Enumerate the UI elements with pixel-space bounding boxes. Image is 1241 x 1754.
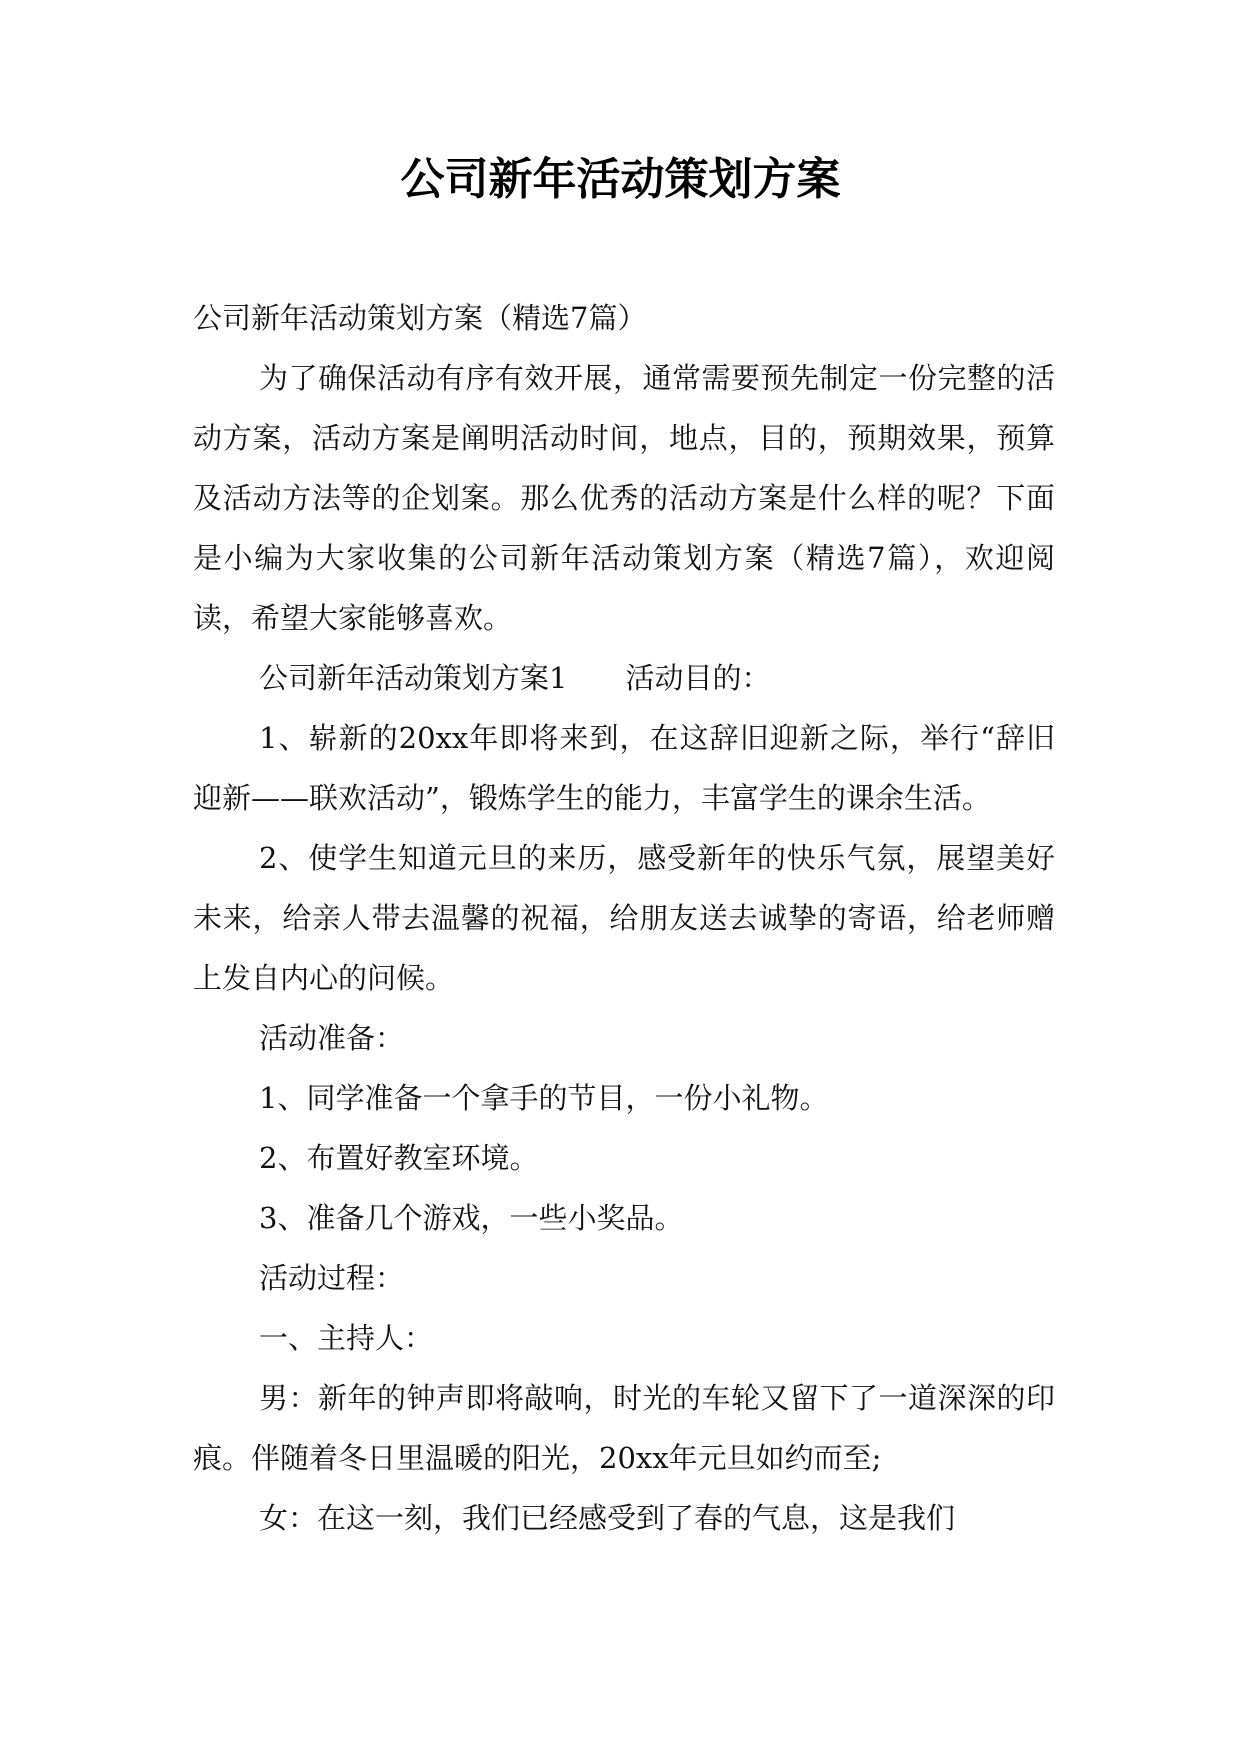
- paragraph-prep-heading: 活动准备：: [259, 1021, 405, 1055]
- paragraph-host-male: 男：新年的钟声即将敲响，时光的车轮又留下了一道深深的印痕。伴随着冬日里温暖的阳光，20xx年元旦如约而至;: [193, 1381, 1055, 1475]
- paragraph-process-heading: 活动过程：: [259, 1261, 405, 1295]
- paragraph-goal-1: 1、崭新的20xx年即将来到，在这辞旧迎新之际，举行“辞旧迎新——联欢活动”，锻炼学生的能力，丰富学生的课余生活。: [193, 721, 1055, 815]
- section-title: 公司新年活动策划方案1: [259, 661, 568, 695]
- section-subheading: 活动目的：: [625, 661, 771, 695]
- paragraph-subtitle: 公司新年活动策划方案（精选7篇）: [193, 301, 647, 335]
- paragraph-host-heading: 一、主持人：: [259, 1321, 434, 1355]
- document-title: 公司新年活动策划方案: [400, 154, 841, 205]
- paragraph-intro: 为了确保活动有序有效开展，通常需要预先制定一份完整的活动方案，活动方案是阐明活动时间，地点，目的，预期效果，预算及活动方法等的企划案。那么优秀的活动方案是什么样的呢？下面是小编为大家收集的公司新年活动策划方案（精选7篇），欢迎阅读，希望大家能够喜欢。: [193, 361, 1055, 635]
- paragraph-prep-2: 2、布置好教室环境。: [259, 1141, 539, 1175]
- paragraph-host-female: 女：在这一刻，我们已经感受到了春的气息，这是我们: [259, 1501, 956, 1535]
- document-body: [193, 288, 1055, 1548]
- paragraph-goal-2: 2、使学生知道元旦的来历，感受新年的快乐气氛，展望美好未来，给亲人带去温馨的祝福，给朋友送去诚挚的寄语，给老师赠上发自内心的问候。: [193, 841, 1055, 995]
- paragraph-prep-3: 3、准备几个游戏，一些小奖品。: [259, 1201, 684, 1235]
- paragraph-section-heading: [193, 648, 1055, 708]
- paragraph-prep-1: 1、同学准备一个拿手的节目，一份小礼物。: [259, 1081, 829, 1115]
